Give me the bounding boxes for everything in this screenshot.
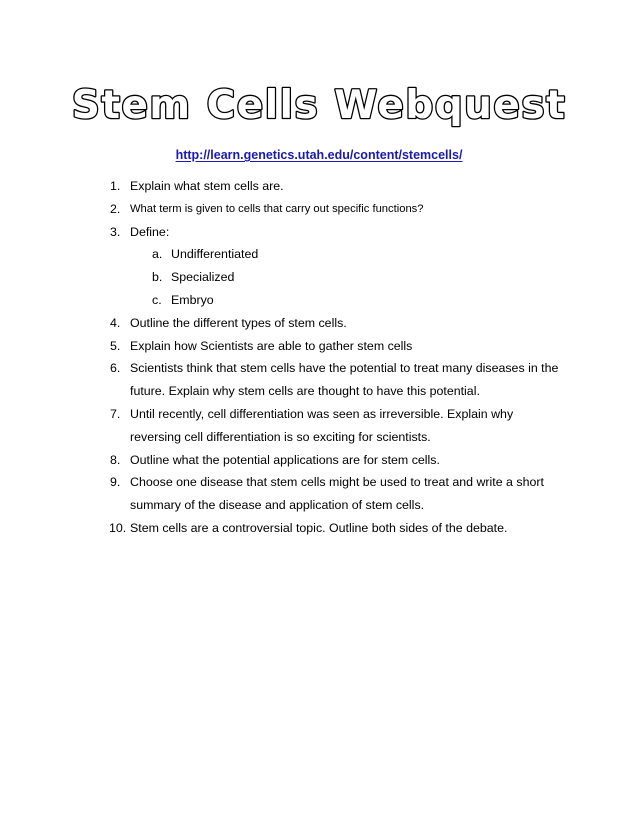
term-text: Undifferentiated bbox=[171, 247, 259, 262]
question-number: 4. bbox=[110, 315, 121, 330]
list-item bbox=[110, 357, 560, 403]
item-letter: c. bbox=[152, 292, 162, 307]
list-item bbox=[110, 175, 560, 198]
question-number: 9. bbox=[110, 475, 121, 490]
question-number: 7. bbox=[110, 406, 121, 421]
list-item bbox=[110, 335, 560, 358]
list-item bbox=[110, 517, 560, 540]
question-text: Choose one disease that stem cells might be used to treat and write a short summary of the disease and application of stem cells. bbox=[130, 475, 544, 513]
title-banner bbox=[0, 78, 638, 134]
list-item bbox=[110, 449, 560, 472]
question-number: 8. bbox=[110, 452, 121, 467]
term-text: Specialized bbox=[171, 270, 235, 285]
list-item bbox=[110, 471, 560, 517]
item-letter: a. bbox=[152, 247, 163, 262]
question-text: What term is given to cells that carry out specific functions? bbox=[130, 202, 424, 215]
definition-item bbox=[152, 243, 560, 266]
question-number: 6. bbox=[110, 361, 121, 376]
question-text: Until recently, cell differentiation was seen as irreversible. Explain why reversing cell differentiation is so exciting for scientists. bbox=[130, 406, 514, 444]
list-item bbox=[110, 221, 560, 312]
question-number: 2. bbox=[110, 201, 121, 216]
source-url-link[interactable]: http://learn.genetics.utah.edu/content/stemcells/ bbox=[175, 148, 463, 162]
title-wordart bbox=[0, 78, 638, 134]
question-text: Outline what the potential applications are for stem cells. bbox=[130, 452, 440, 467]
question-text: Outline the different types of stem cells. bbox=[130, 315, 347, 330]
question-number: 3. bbox=[110, 224, 121, 239]
question-number: 10. bbox=[109, 520, 127, 535]
list-item bbox=[110, 403, 560, 449]
page-title: Stem Cells Webquest bbox=[71, 83, 567, 128]
definition-list bbox=[130, 243, 560, 311]
term-text: Embryo bbox=[171, 292, 214, 307]
question-text: Stem cells are a controversial topic. Outline both sides of the debate. bbox=[130, 520, 508, 535]
question-text: Explain what stem cells are. bbox=[130, 179, 284, 193]
question-number: 1. bbox=[110, 179, 121, 193]
item-letter: b. bbox=[152, 270, 163, 285]
question-text: Scientists think that stem cells have the potential to treat many diseases in the future. Explain why stem cells are thought to have this potential. bbox=[130, 361, 559, 399]
question-list bbox=[110, 175, 560, 540]
question-text: Define: bbox=[130, 224, 170, 239]
list-item bbox=[110, 312, 560, 335]
question-number: 5. bbox=[110, 338, 121, 353]
definition-item bbox=[152, 289, 560, 312]
list-item bbox=[110, 198, 560, 221]
definition-item bbox=[152, 266, 560, 289]
question-text: Explain how Scientists are able to gather stem cells bbox=[130, 338, 413, 353]
